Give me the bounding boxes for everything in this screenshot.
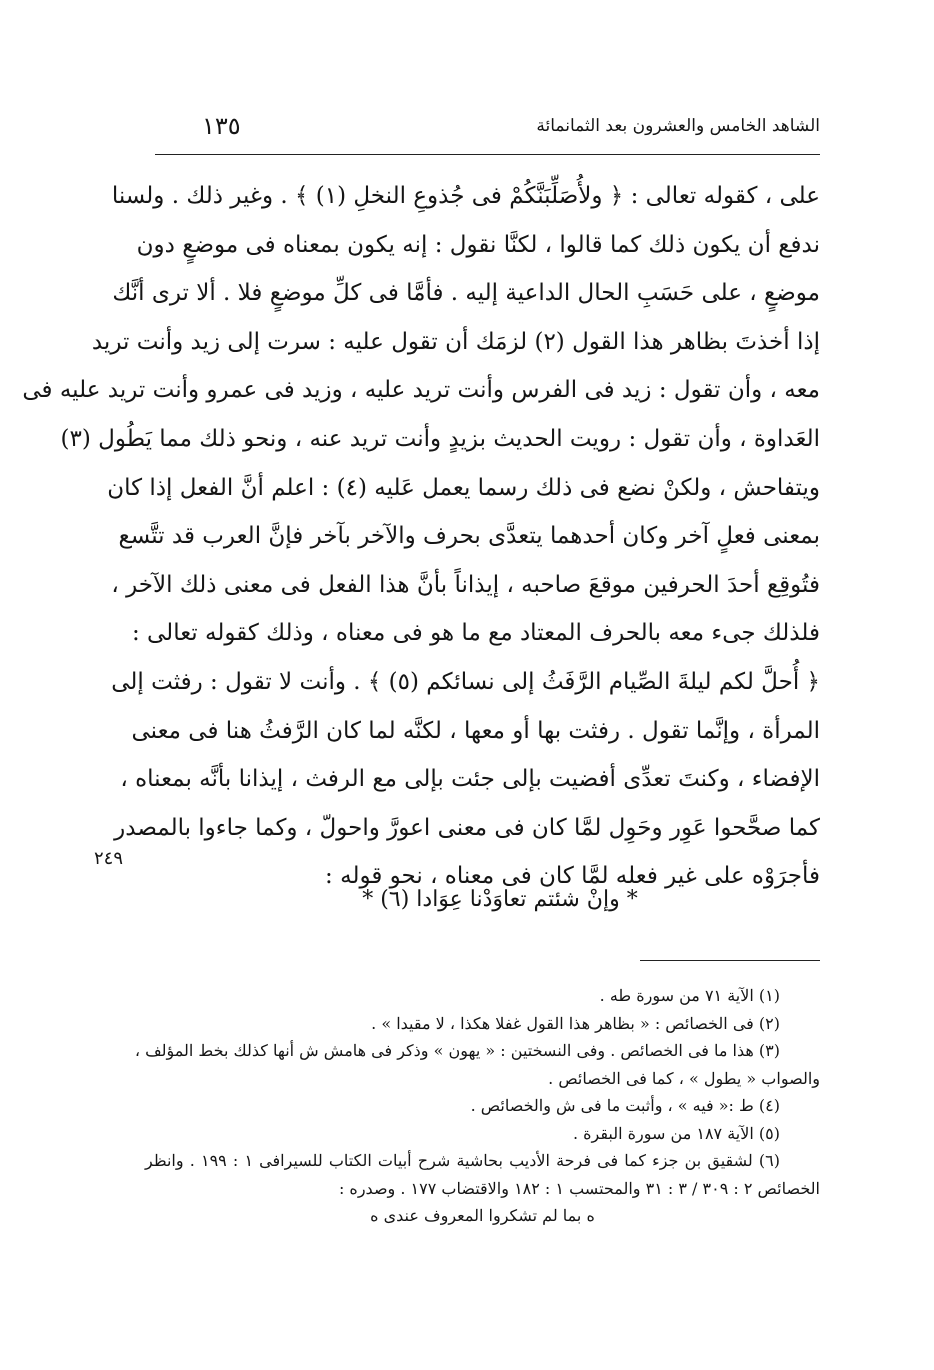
text-line: فأجرَوْه على غير فعله لمَّا كان فى معناه ، نحو قوله : — [325, 863, 820, 890]
text-line: معه ، وأن تقول : زيد فى الفرس وأنت تريد عليه ، وزيد فى عمرو وأنت تريد عليه فى — [22, 377, 820, 404]
footnote: (٦) لشقيق بن جزء كما فى فرحة الأديب بحاشية شرح أبيات الكتاب للسيرافى ١ : ١٩٩ . وانظر — [145, 1151, 781, 1170]
footnote: (٤) ط :« فيه » ، وأثبت ما فى ش والخصائص . — [470, 1096, 780, 1115]
text-line: كما صحَّحوا عَوِر وحَوِل لمَّا كان فى معنى اعورَّ واحولّ ، وكما جاءوا بالمصدر — [114, 814, 820, 841]
footnote-verse: ه بما لم تشكروا المعروف عندى ه — [370, 1206, 595, 1225]
margin-number: ٢٤٩ — [94, 848, 124, 869]
running-head — [150, 108, 820, 148]
text-line: إذا أخذتَ بظاهر هذا القول (٢) لزمَك أن تقول عليه : سرت إلى زيد وأنت تريد — [91, 328, 820, 355]
text-line: ﴿ أُحلَّ لكم ليلةَ الصِّيام الرَّفَثُ إلى نسائكم (٥) ﴾ . وأنت لا تقول : رفثت إلى — [111, 668, 820, 695]
page-number: ١٣٥ — [202, 112, 241, 140]
text-line: على ، كقوله تعالى : ﴿ ولأُصَلِّبَنَّكُمْ فى جُذوعِ النخلِ (١) ﴾ . وغير ذلك . ولسنا — [111, 183, 820, 209]
footnote-continuation: والصواب « يطول » ، كما فى الخصائص . — [548, 1068, 820, 1088]
text-line: المرأة ، وإنَّما تقول . رفثت بها أو معها ، لكنَّه لما كان الرَّفثُ هنا فى معنى — [131, 717, 820, 744]
footnote: (٥) الآية ١٨٧ من سورة البقرة . — [572, 1123, 780, 1143]
text-line: ويتفاحش ، ولكنْ نضع فى ذلك رسما يعمل عَليه (٤) : اعلم أنَّ الفعل إذا كان — [107, 474, 820, 501]
footnote: (١) الآية ٧١ من سورة طه . — [599, 986, 780, 1005]
footnote: (٢) فى الخصائص : « بظاهر هذا القول غفلا هكذا ، لا مقيدا » . — [371, 1013, 780, 1033]
header-rule — [155, 154, 820, 155]
text-line: الإفضاء ، وكنتَ تعدِّى أفضيت بإلى جئت بإلى مع الرفث ، إيذانا بأنَّه بمعناه ، — [120, 766, 820, 793]
running-title: الشاهد الخامس والعشرون بعد الثمانمائة — [536, 116, 820, 136]
text-line: ندفع أن يكون ذلك كما قالوا ، لكنَّا نقول : إنه يكون بمعناه فى موضعٍ دون — [136, 231, 820, 258]
text-line: فلذلك جىء معه بالحرف المعتاد مع ما هو فى معناه ، وذلك كقوله تعالى : — [131, 620, 820, 647]
text-line: بمعنى فعلٍ آخر وكان أحدهما يتعدَّى بحرف والآخر بآخر فإنَّ العرب قد تتَّسع — [118, 523, 820, 550]
footnote: (٣) هذا ما فى الخصائص . وفى النسختين : « يهون » وذكر فى هامش ش أنها كذلك بخط المؤلف ، — [134, 1041, 780, 1060]
footnotes — [134, 982, 820, 1230]
footnote-rule — [640, 960, 820, 961]
text-line: العَداوة ، وأن تقول : رويت الحديث بزيدٍ وأنت تريد عنه ، ونحو ذلك مما يَطُول (٣) — [60, 425, 820, 452]
footnote-continuation: الخصائص ٢ : ٣٠٩ / ٣ : ٣١ والمحتسب ١ : ١٨٢ والاقتضاب ١٧٧ . وصدره : — [338, 1178, 820, 1198]
verse-line: * وإنْ شئتم تعاوَدْنا عِوَادا (٦) * — [362, 887, 638, 912]
text-line: فتُوقِع أحدَ الحرفين موقعَ صاحبه ، إيذاناً بأنَّ هذا الفعل فى معنى ذلك الآخر ، — [111, 571, 820, 598]
text-line: موضعٍ ، على حَسَبِ الحال الداعية إليه . فأمَّا فى كلِّ موضعٍ فلا . ألا ترى أنَّك — [112, 280, 820, 307]
